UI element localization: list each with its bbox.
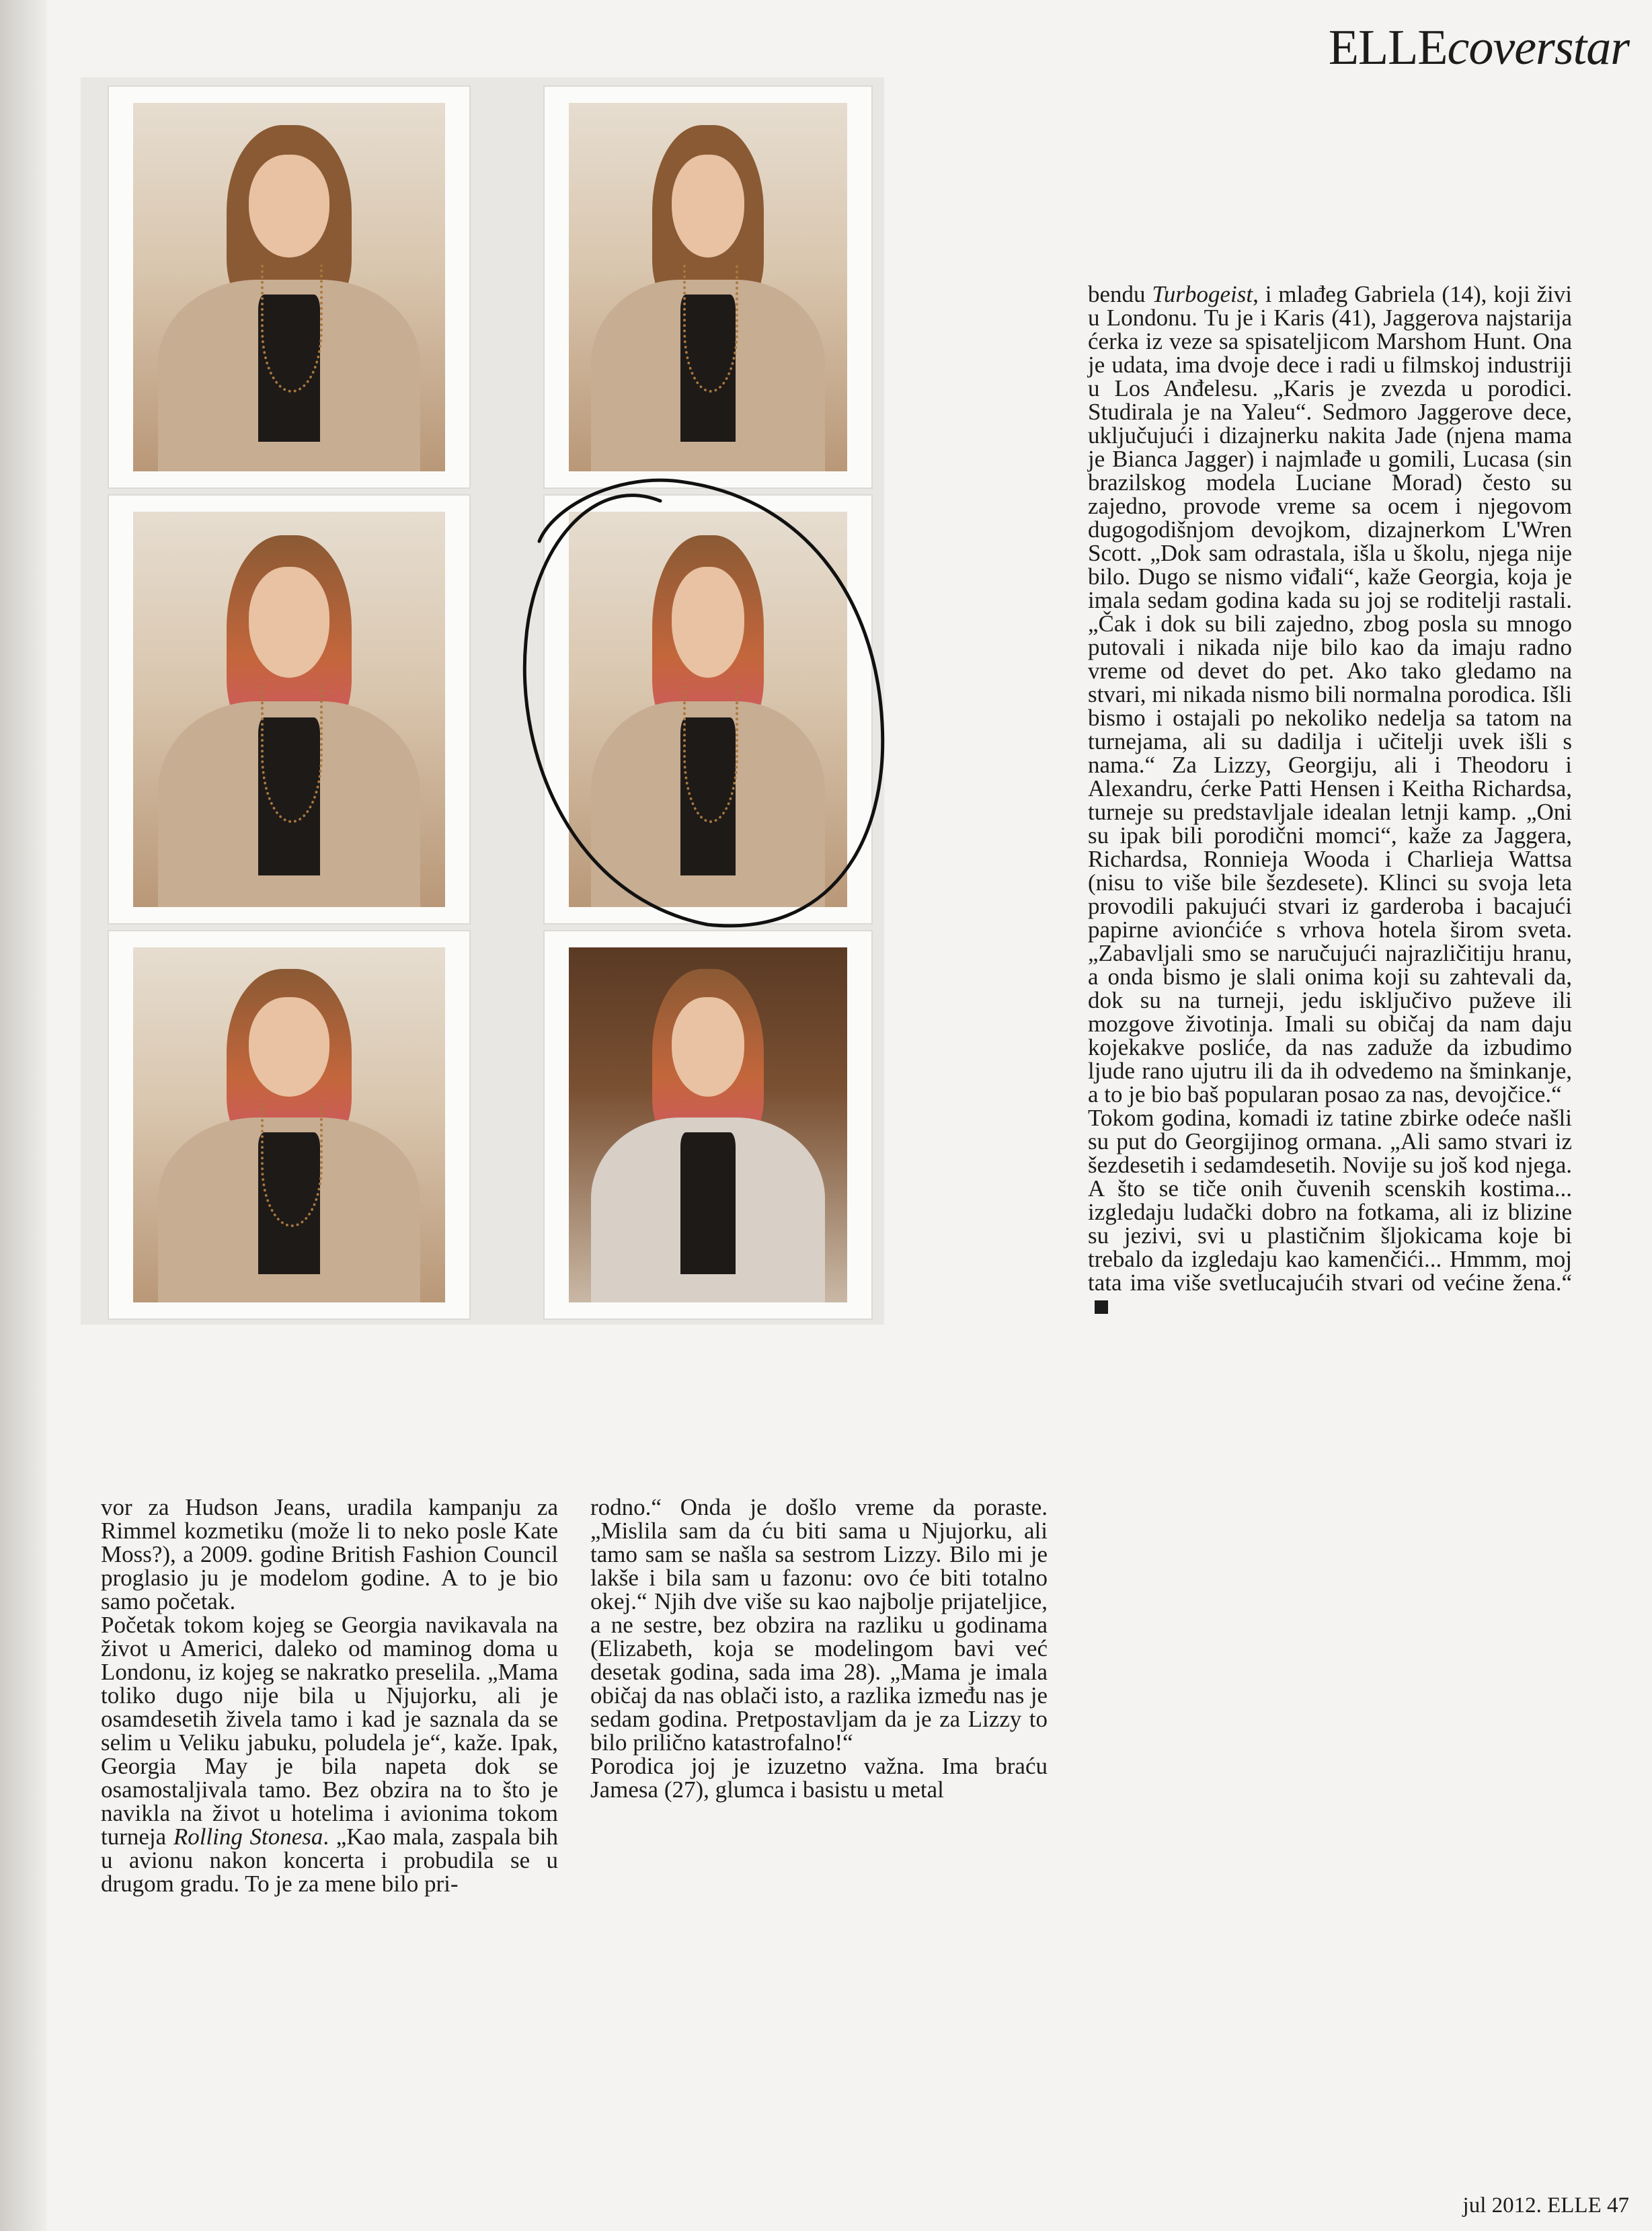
- article-column-left: [101, 1495, 558, 1895]
- polaroid-photo-6: [543, 930, 873, 1320]
- model-photo: [569, 947, 847, 1302]
- section-header: [1328, 20, 1629, 75]
- end-of-article-mark: [1095, 1300, 1108, 1314]
- page-binding-shadow: [0, 0, 47, 2231]
- article-column-right: [1088, 282, 1572, 1318]
- magazine-brand: ELLE: [1328, 20, 1448, 75]
- polaroid-photo-1: [108, 85, 471, 489]
- polaroid-photo-3: [108, 494, 471, 925]
- article-paragraph: Tokom godina, komadi iz tatine zbirke odeće našli su put do Georgijinog ormana. „Ali samo stvari iz šezdesetih i sedamdesetih. Novije su još kod njega. A što se tiče onih čuvenih scenskih kostima... izgledaju ludački dobro na fotkama, ali iz blizine su jezivi, svi u plastičnim šljokicama koje bi trebalo da izgledaju kao kamenčići... Hmmm, moj tata ima više svetlucajućih stvari od većine žena.“: [1088, 1106, 1572, 1318]
- article-paragraph: Porodica joj je izuzetno važna. Ima braću Jamesa (27), glumca i basistu u metal: [590, 1753, 1048, 1803]
- polaroid-photo-2: [543, 85, 873, 489]
- article-paragraph: bendu Turbogeist, i mlađeg Gabriela (14), koji živi u Londonu. Tu je i Karis (41), Jaggerova najstarija ćerka iz veze sa spisateljicom Marshom Hunt. Ona je udata, ima dvoje dece i radi u filmskoj industriji u Los Anđelesu. „Karis je zvezda u porodici. Studirala je na Yaleu“. Sedmoro Jaggerove dece, uključujući i dizajnerku nakita Jade (njena mama je Bianca Jagger) i najmlađe u gomili, Lucasa (sin brazilskog modela Luciane Morad) često su zajedno, provode vreme sa ocem i njegovom dugogodišnjom devojkom, dizajnerkom L'Wren Scott. „Dok sam odrastala, išla u školu, njega nije bilo. Dugo se nismo viđali“, kaže Georgia, koja je imala sedam godina kada su joj se roditelji rastali. „Čak i dok su bili zajedno, zbog posla su mnogo putovali i nikada nije bilo kao da imaju radno vreme od devet do pet. Ako tako gledamo na stvari, mi nikada nismo bili normalna porodica. Išli bismo i ostajali po nekoliko nedelja sa tatom na turnejama, ali su dadilja i učitelji uvek išli s nama.“ Za Lizzy, Georgiju, ali i Theodoru i Alexandru, ćerke Patti Hensen i Keitha Richardsa, turneje su predstavljale idealan letnji kamp. „Oni su ipak bili porodični momci“, kaže za Jaggera, Richardsa, Ronnieja Wooda i Charlieja Wattsa (nisu to više bile šezdesete). Klinci su svoja leta provodili pakujući stvari iz garderoba i bacajući papirne avionćiće s vrhova hotela širom sveta. „Zabavljali smo se naručujući najrazličitiju hranu, a onda bismo je slali onima koji su zahtevali da, dok su na turneji, jedu isključivo puževe ili mozgove životinja. Imali su običaj da nam daju kojekakve posliće, da nas zaduže da izbudimo ljude rano ujutru ili da ih odvedemo na šminkanje, a to je bio baš popularan posao za nas, devojčice.“: [1088, 281, 1572, 1107]
- model-photo: [133, 947, 445, 1302]
- model-photo: [133, 103, 445, 471]
- hand-drawn-circle-mark: [512, 467, 896, 938]
- page-footer: jul 2012. ELLE 47: [1462, 2193, 1629, 2218]
- article-paragraph: Početak tokom kojeg se Georgia navikavala na život u Americi, daleko od maminog doma u Londonu, iz kojeg se nakratko preselila. „Mama toliko dugo nije bila u Njujorku, ali je osamdesetih živela tamo i kad je saznala da se selim u Veliku jabuku, poludela je“, kaže. Ipak, Georgia May je bila napeta dok se osamostaljivala tamo. Bez obzira na to što je navikla na život u hotelima i avionima tokom turneja Rolling Stonesa. „Kao mala, zaspala bih u avionu nakon koncerta i probudila se u drugom gradu. To je za mene bilo pri-: [101, 1612, 558, 1897]
- model-photo: [133, 512, 445, 907]
- model-photo: [569, 103, 847, 471]
- section-title: coverstar: [1447, 20, 1629, 75]
- article-column-middle: [590, 1495, 1048, 1801]
- polaroid-photo-5: [108, 930, 471, 1320]
- article-paragraph: rodno.“ Onda je došlo vreme da poraste. „Mislila sam da ću biti sama u Njujorku, ali tamo sam se našla sa sestrom Lizzy. Bilo mi je lakše i bila sam u fazonu: ovo će biti totalno okej.“ Njih dve više su kao najbolje prijateljice, a ne sestre, bez obzira na razliku u godinama (Elizabeth, koja se modelingom bavi već desetak godina, sada ima 28). „Mama je imala običaj da nas oblači isto, a razlika između nas je sedam godina. Pretpostavljam da je za Lizzy to bilo prilično katastrofalno!“: [590, 1494, 1048, 1756]
- article-paragraph: vor za Hudson Jeans, uradila kampanju za Rimmel kozmetiku (može li to neko posle Kate Moss?), a 2009. godine British Fashion Council proglasio ju je modelom godine. A to je bio samo početak.: [101, 1494, 558, 1614]
